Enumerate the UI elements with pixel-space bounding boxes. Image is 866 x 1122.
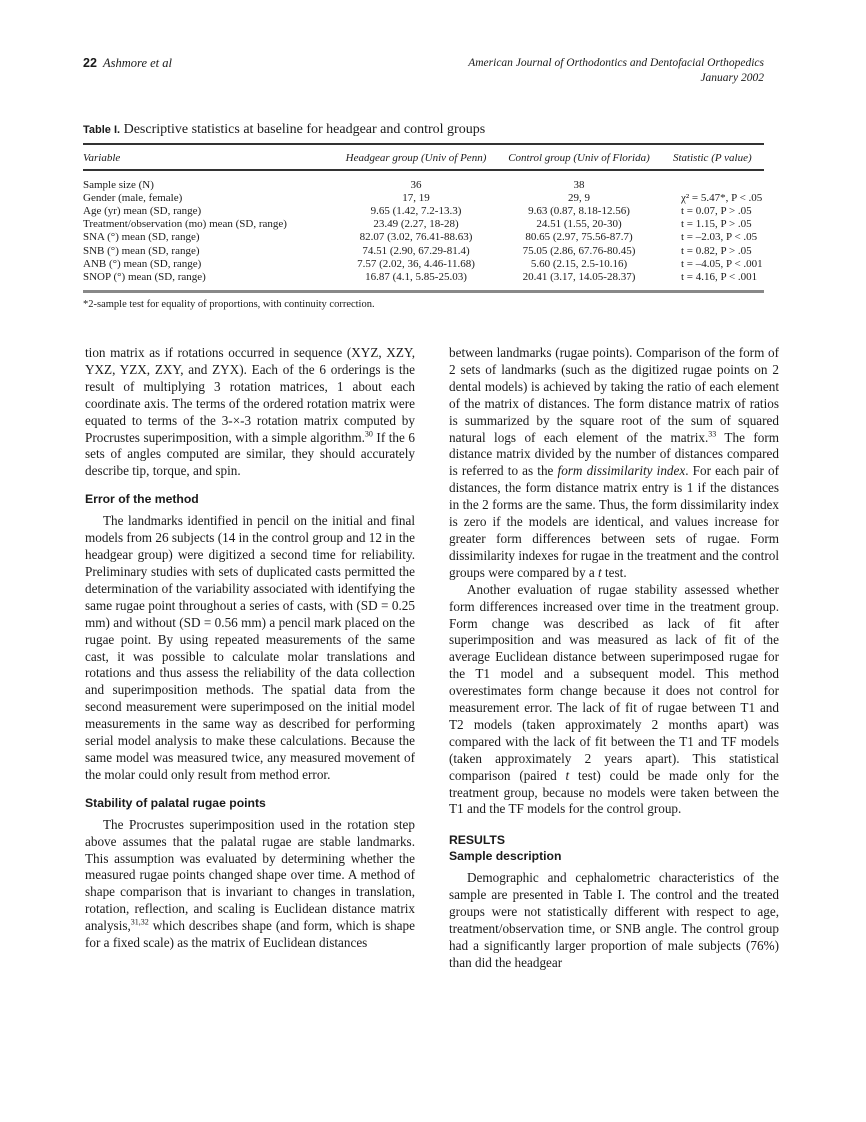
table-cell: 16.87 (4.1, 5.85-25.03) [365, 270, 467, 283]
table-cell: Gender (male, female) [83, 191, 183, 204]
col-header: Control group (Univ of Florida) [508, 152, 650, 164]
section-heading-error: Error of the method [85, 492, 199, 507]
section-heading-results: RESULTS [449, 833, 505, 848]
table-row [83, 192, 764, 205]
table-cell: 75.05 (2.86, 67.76-80.45) [522, 244, 636, 257]
descriptive-stats-table [83, 145, 764, 169]
col-header: Headgear group (Univ of Penn) [345, 152, 487, 164]
table-cell: 7.57 (2.02, 36, 4.46-11.68) [357, 257, 475, 270]
table-cell: 74.51 (2.90, 67.29-81.4) [362, 244, 470, 257]
descriptive-stats-body [83, 171, 764, 285]
table-cell: 9.63 (0.87, 8.18-12.56) [528, 204, 630, 217]
table-cell: Sample size (N) [83, 178, 154, 191]
table-caption [83, 122, 764, 138]
table-cell: 23.49 (2.27, 18-28) [373, 218, 459, 231]
paragraph: Another evaluation of rugae stability assessed whether form differences increased over time in the treatment group. Form change was described as lack of fit after superimposition and was measured as lack of fit of the average Euclidean distance between superimposed rugae for the T1 model and a subsequent model. This method overestimates form change because it does not control for measurement error. The lack of fit of rugae between T1 and T2 models (taken approximately 2 months apart) was compared with the lack of fit between the T1 and TF models (taken approximately 2 years apart). This statistical comparison (paired t test) could be made only for the treatment group, because no models were taken between the T1 and the TF models for the control group. [449, 581, 779, 817]
paragraph: between landmarks (rugae points). Comparison of the form of 2 sets of landmarks (such as the digitized rugae points on 2 dental models) is achieved by taking the ratio of each element of the matrix of distances. The form distance matrix of ratios is summarized by the square root of the sum of squared natural logs of each element of the matrix.$^{33}$ The form distance matrix divided by the number of distances compared is referred to as the form dissimilarity index. For each pair of distances, the form distance matrix entry is 1 if the distances in the 2 forms are the same. Thus, the form dissimilarity index is zero if the models are identical, and values increase for greater form differences between sets of rugae. Form dissimilarity indexes for rugae in the treatment and the control groups were compared by a t test. [449, 345, 779, 580]
col-header: Variable [83, 152, 121, 164]
table-row [83, 231, 764, 244]
table-cell: Treatment/observation (mo) mean (SD, range) [83, 218, 287, 231]
table-bottom-rule [83, 290, 764, 293]
table-cell: Age (yr) mean (SD, range) [83, 204, 202, 217]
running-header-left [83, 56, 172, 71]
table-row [83, 245, 764, 258]
page-number: 22 [83, 56, 97, 70]
table-cell: 80.65 (2.97, 75.56-87.7) [525, 231, 633, 244]
table-caption-text: Descriptive statistics at baseline for headgear and control groups [120, 122, 486, 137]
table-1 [83, 122, 764, 310]
journal-title: American Journal of Orthodontics and Dentofacial Orthopedics [468, 57, 764, 69]
table-cell: t = –4.05, P < .001 [681, 257, 763, 270]
citation: 30 [364, 429, 373, 439]
table-cell: 9.65 (1.42, 7.2-13.3) [370, 204, 462, 217]
table-cell: ANB (°) mean (SD, range) [83, 257, 202, 270]
citation: 31,32 [130, 917, 149, 927]
subsection-heading-sample: Sample description [449, 849, 562, 864]
table-label: Table I. [83, 124, 121, 136]
table-cell: 38 [573, 178, 585, 191]
table-cell: t = 1.15, P > .05 [681, 218, 752, 231]
citation: 33 [708, 429, 717, 439]
col-header: Statistic (P value) [673, 152, 752, 164]
table-cell: 17, 19 [402, 191, 430, 204]
paragraph: Demographic and cephalometric characteristics of the sample are presented in Table I. The control and the treated groups were not statistically different with respect to age, treatment/observation time, or SNB angle. The control group had a significantly larger proportion of male subjects (76%) than did the headgear [449, 870, 779, 970]
table-header-row [83, 145, 764, 169]
table-cell: SNA (°) mean (SD, range) [83, 231, 200, 244]
table-cell: t = 0.07, P > .05 [681, 204, 752, 217]
running-authors: Ashmore et al [103, 56, 173, 70]
table-row [83, 258, 764, 271]
paragraph: tion matrix as if rotations occurred in sequence (XYZ, XZY, YXZ, YZX, ZXY, and ZYX). Each of the 6 orderings is the result of multiplying 3 rotation matrices, 1 about each coordinate axis. The terms of the ordered rotation matrix were equated to terms of the 3-×-3 rotation matrix computed by Procrustes superimposition, with a simple algorithm.$^{30}$ If the 6 sets of angles computed are similar, they should accurately describe tip, torque, and spin. [85, 345, 415, 479]
table-cell: χ² = 5.47*, P < .05 [681, 191, 763, 204]
table-row [83, 179, 764, 192]
running-header-right [468, 56, 764, 86]
table-cell: SNOP (°) mean (SD, range) [83, 270, 206, 283]
table-row [83, 218, 764, 231]
table-cell: t = 0.82, P > .05 [681, 244, 752, 257]
table-cell: 5.60 (2.15, 2.5-10.16) [530, 257, 628, 270]
paragraph: The Procrustes superimposition used in the rotation step above assumes that the palatal rugae are stable landmarks. This assumption was evaluated by determining whether the measured rugae points changed shape over time. A method of shape comparison that is invariant to changes in translation, rotation, reflection, and scaling is Euclidean distance matrix analysis,$^{31,32}$ which describes shape (and form, which is shape for a fixed scale) as the matrix of Euclidean distances [85, 816, 415, 951]
table-row [83, 271, 764, 284]
table-cell: SNB (°) mean (SD, range) [83, 244, 200, 257]
table-row [83, 205, 764, 218]
paragraph: The landmarks identified in pencil on the initial and final models from 26 subjects (14 in the control group and 12 in the headgear group) were digitized a second time for reliability. Preliminary studies with sets of duplicated casts permitted the determination of the variability associated with identifying the same rugae point throughout a series of casts, with (SD = 0.25 mm) and without (SD = 0.56 mm) a pencil mark placed on the rugae point. By using repeated measurements of the same cast, it was possible to calculate molar translations and rotations and thus assess the reliability of the data collection and superimposition methods. The spatial data from the second measurement were superimposed on the initial model measurements in the same way as described for performing serial model analysis to make these calculations. Because the same model was measured twice, any measured movement of the molar could only result from method error. [85, 513, 415, 782]
text-column-left [85, 345, 415, 952]
table-footnote: *2-sample test for equality of proportions, with continuity correction. [83, 299, 375, 311]
table-cell: 36 [410, 178, 422, 191]
text-column-right [449, 345, 779, 972]
table-cell: 82.07 (3.02, 76.41-88.63) [359, 231, 473, 244]
section-heading-stability: Stability of palatal rugae points [85, 795, 266, 810]
issue-date: January 2002 [700, 72, 764, 84]
table-cell: t = 4.16, P < .001 [681, 270, 758, 283]
table-cell [663, 179, 764, 192]
table-cell: 29, 9 [568, 191, 590, 204]
table-cell: t = –2.03, P < .05 [681, 231, 758, 244]
table-cell: 20.41 (3.17, 14.05-28.37) [522, 270, 636, 283]
table-cell: 24.51 (1.55, 20-30) [536, 218, 622, 231]
